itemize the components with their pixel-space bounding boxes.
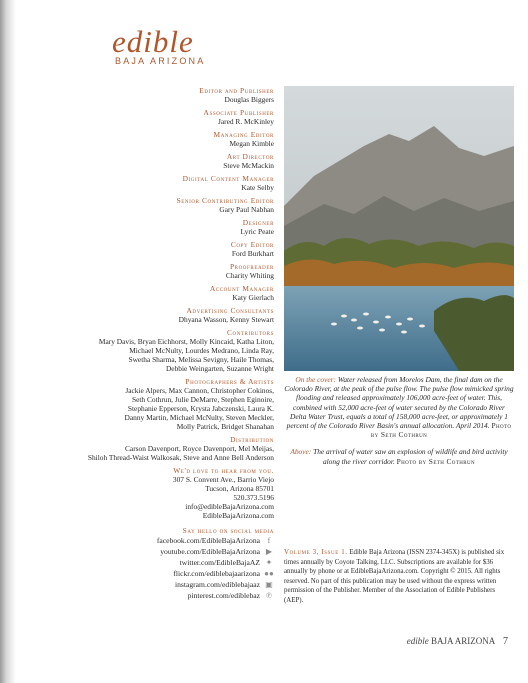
landscape-illustration	[284, 86, 514, 371]
masthead-list	[34, 86, 274, 520]
pinterest-icon: ℗	[265, 591, 273, 600]
social-link-text[interactable]: youtube.com/EdibleBajaArizona	[160, 547, 260, 556]
cover-caption-label: On the cover:	[295, 375, 336, 384]
masthead-name: Jackie Alpers, Max Cannon, Christopher Cokinos,	[125, 386, 274, 395]
flickr-icon: ●●	[264, 569, 274, 578]
social-link[interactable]	[34, 546, 274, 557]
facebook-icon: f	[267, 536, 271, 545]
social-list	[34, 535, 274, 601]
instagram-icon: ▣	[265, 580, 273, 589]
masthead-role: Contributors	[226, 328, 274, 337]
masthead-role: Editor and Publisher	[199, 86, 274, 95]
masthead-name: Tucson, Arizona 85701	[205, 484, 274, 493]
masthead-name: Gary Paul Nabhan	[219, 205, 274, 214]
masthead-role: Associate Publisher	[203, 108, 274, 117]
masthead-name: Carson Davenport, Royce Davenport, Mel Meijas,	[124, 444, 274, 453]
masthead-role: Photographers & Artists	[185, 377, 274, 386]
masthead-name: Shiloh Thread-Waist Walkosak, Steve and Anne Bell Anderson	[87, 453, 274, 462]
masthead-name: info@edibleBajaArizona.com	[185, 502, 274, 511]
masthead-name: 520.373.5196	[233, 493, 274, 502]
twitter-icon: ✦	[265, 558, 273, 567]
masthead-name: Katy Gierlach	[232, 293, 274, 302]
footer-brand: edible	[406, 636, 429, 646]
social-link-text[interactable]: flickr.com/ediblebajaarizona	[173, 569, 260, 578]
volume-issue: Volume 3, Issue 1.	[284, 549, 348, 556]
masthead-name: Danny Martin, Michael McNulty, Steven Meckler,	[124, 413, 274, 422]
logo-subtitle: BAJA ARIZONA	[115, 56, 206, 66]
colophon-text: Edible Baja Arizona (ISSN 2374-345X) is published six times annually by Coyote Talking, LLC. Subscriptions are available for $36 annually by phone or at EdibleBajaArizona.com. Copyright © 2015. All rights reserved. No part of this publication may be used without the express written permission of the Publisher. Member of the Association of Edible Publishers (AEP).	[284, 549, 505, 604]
masthead-name: Kate Selby	[241, 183, 274, 192]
page-gutter-shadow	[0, 0, 16, 683]
social-heading: Say hello on social media	[182, 526, 274, 535]
masthead-role: Managing Editor	[213, 130, 274, 139]
cover-caption-credit: Photo by Seth Cothrun	[370, 421, 512, 440]
social-section	[34, 526, 274, 601]
masthead-role: Designer	[242, 218, 274, 227]
social-link[interactable]	[34, 557, 274, 568]
above-caption-credit: Photo by Seth Cothrun	[396, 456, 476, 466]
masthead-name: Stephanie Epperson, Krysta Jabczenski, Laura K.	[127, 404, 274, 413]
masthead-name: Mary Davis, Bryan Eichhorst, Molly Kincaid, Katha Liton,	[98, 337, 274, 346]
page-footer	[407, 636, 508, 647]
masthead-role: We'd love to hear from you.	[173, 466, 274, 475]
masthead-name: Dhyana Wasson, Kenny Stewart	[178, 315, 274, 324]
masthead	[34, 86, 274, 601]
masthead-name: Michael McNulty, Lourdes Medrano, Linda Ray,	[129, 346, 274, 355]
social-link-text[interactable]: pinterest.com/ediblebaz	[187, 591, 260, 600]
social-link[interactable]	[34, 579, 274, 590]
masthead-role: Proofreader	[229, 262, 274, 271]
youtube-icon: ▶	[265, 547, 273, 556]
logo-word: edible	[112, 24, 194, 59]
social-link[interactable]	[34, 568, 274, 579]
masthead-name: Swetha Sharma, Melissa Sevigny, Haile Thomas,	[128, 355, 274, 364]
masthead-role: Senior Contributing Editor	[176, 196, 274, 205]
masthead-role: Account Manager	[209, 284, 274, 293]
masthead-role: Advertising Consultants	[186, 306, 274, 315]
social-link[interactable]	[34, 590, 274, 601]
masthead-name: Debbie Weingarten, Suzanne Wright	[165, 364, 274, 373]
above-caption	[284, 447, 514, 465]
social-link-text[interactable]: facebook.com/EdibleBajaArizona	[156, 536, 260, 545]
masthead-name: Steve McMackin	[223, 161, 274, 170]
masthead-role: Digital Content Manager	[182, 174, 274, 183]
photo-captions	[284, 375, 514, 474]
cover-photo	[284, 86, 514, 371]
above-caption-text: The arrival of water saw an explosion of wildlife and bird activity along the river corridor.	[313, 447, 508, 466]
masthead-name: 307 S. Convent Ave., Barrio Viejo	[172, 475, 274, 484]
masthead-name: Jared R. McKinley	[217, 117, 274, 126]
social-link-text[interactable]: instagram.com/ediblebajaaz	[175, 580, 260, 589]
social-link-text[interactable]: twitter.com/EdibleBajaAZ	[179, 558, 260, 567]
masthead-role: Distribution	[230, 435, 274, 444]
masthead-name: Megan Kimble	[229, 139, 274, 148]
cover-caption-text: Water released from Morelos Dam, the final dam on the Colorado River, at the peak of the pulse flow. The pulse flow mimicked spring flooding and released approximately 106,000 acre-feet of water. This, combined with 52,000 acre-feet of water secured by the Colorado River Delta Water Trust, equals a total of 158,000 acre-feet, or approximately 1 percent of the Colorado River Basin's annual allocation. April 2014.	[284, 375, 514, 431]
page-number: 7	[503, 636, 508, 647]
footer-subtitle: BAJA ARIZONA	[430, 636, 495, 646]
masthead-name: Seth Cothrun, Julie DeMarre, Stephen Eginoire,	[131, 395, 274, 404]
masthead-name: Molly Patrick, Bridget Shanahan	[176, 422, 274, 431]
masthead-name: Lyric Peate	[240, 227, 274, 236]
social-link[interactable]	[34, 535, 274, 546]
colophon	[284, 548, 514, 606]
cover-caption	[284, 375, 514, 439]
masthead-role: Copy Editor	[230, 240, 274, 249]
masthead-name: Ford Burkhart	[231, 249, 274, 258]
masthead-name: Charity Whiting	[225, 271, 274, 280]
edible-logo	[112, 24, 206, 66]
masthead-name: EdibleBajaArizona.com	[202, 511, 274, 520]
above-caption-label: Above:	[290, 447, 312, 457]
masthead-name: Douglas Biggers	[224, 95, 274, 104]
masthead-role: Art Director	[226, 152, 274, 161]
